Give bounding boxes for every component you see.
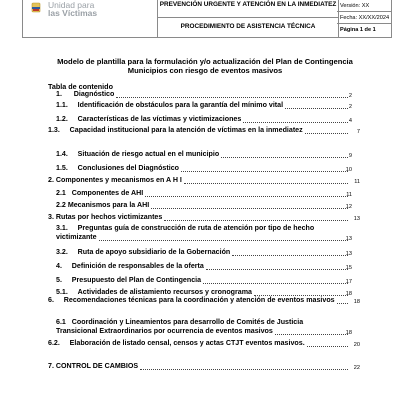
toc-leader-dots <box>164 214 348 221</box>
toc-leader-dots <box>181 165 348 172</box>
toc-page-number: 13 <box>345 251 352 257</box>
toc-page-number: 11 <box>346 192 352 198</box>
logo <box>23 0 135 37</box>
toc-page-number: 7 <box>356 129 360 135</box>
toc-entry-text: 3. Rutas por hechos victimizantes <box>48 213 163 221</box>
toc-leader-dots <box>243 116 348 123</box>
toc-entry-text: 4. Definición de responsables de la oferta <box>56 262 204 270</box>
toc-entry-text: 3.1. Preguntas guía de construcción de ruta de atención por tipo de hecho victimizante <box>56 224 315 241</box>
toc-leader-dots <box>145 190 348 197</box>
toc-entry[interactable] <box>48 213 360 222</box>
toc-entry-text: 1. Diagnóstico <box>56 90 115 98</box>
toc-entry-text: 1.5. Conclusiones del Diagnóstico <box>56 164 179 172</box>
toc-page-number: 22 <box>353 365 360 371</box>
toc-page-number: 2 <box>348 104 352 110</box>
toc-page-number: 13 <box>345 236 352 242</box>
toc-entry-text: 2.1 Componentes de AHI <box>56 189 144 197</box>
toc-entry-text: 7. CONTROL DE CAMBIOS <box>48 362 139 370</box>
toc-leader-dots <box>151 202 348 209</box>
toc-entry-text: 3.2. Ruta de apoyo subsidiario de la Gobernación <box>56 248 231 256</box>
toc-entry-text: 5. Presupuesto del Plan de Contingencia <box>56 276 202 284</box>
toc-heading: Tabla de contenido <box>48 82 113 91</box>
toc-entry-text: 1.2. Características de las víctimas y victimizaciones <box>56 115 242 123</box>
date-label: Fecha: XX/XX/2024 <box>337 12 391 24</box>
toc-leader-dots <box>307 340 348 347</box>
toc-leader-dots <box>184 177 348 184</box>
version-label: Versión: XX <box>337 0 391 12</box>
toc-page-number: 17 <box>345 279 352 285</box>
toc-leader-dots <box>221 151 348 158</box>
toc-entry[interactable] <box>48 339 360 348</box>
toc-page-number: 15 <box>345 265 352 271</box>
toc-entry[interactable] <box>48 150 352 159</box>
toc-leader-dots <box>99 234 348 241</box>
toc-page-number: 9 <box>348 153 352 159</box>
toc-entry[interactable] <box>48 189 352 198</box>
logo-line-1: Unidad para <box>48 0 95 10</box>
toc-page-number: 18 <box>345 330 352 336</box>
toc-entry[interactable] <box>48 115 352 124</box>
toc-entry-text: 6. Recomendaciones técnicas para la coordinación y atención de eventos masivos <box>48 296 335 304</box>
toc-page-number: 13 <box>353 216 360 222</box>
document-header <box>22 0 392 38</box>
toc-entry[interactable] <box>48 101 352 110</box>
toc-leader-dots <box>203 277 348 284</box>
toc-entry-text: 6.2. Elaboración de listado censal, censos y actas CTJT eventos masivos. <box>48 339 305 347</box>
toc-entry[interactable] <box>48 164 352 173</box>
toc-entry[interactable] <box>48 224 352 242</box>
header-process: PREVENCIÓN URGENTE Y ATENCIÓN EN LA INMEDIATEZ <box>158 0 338 18</box>
toc-entry-text: 2. Componentes y mecanismos en A H I <box>48 176 182 184</box>
toc-entry[interactable] <box>48 262 352 271</box>
toc-page-number: 18 <box>353 299 360 305</box>
toc-leader-dots <box>337 297 348 304</box>
toc-entry-text: 2.2 Mecanismos para la AHI <box>56 201 150 209</box>
toc-leader-dots <box>206 263 348 270</box>
toc-leader-dots <box>140 363 348 370</box>
toc-entry-text: 1.3. Capacidad institucional para la atención de víctimas en la inmediatez <box>48 126 303 134</box>
toc-entry-text: 1.4. Situación de riesgo actual en el municipio <box>56 150 220 158</box>
toc-entry-text: 5.1. Actividades de alistamiento recursos y cronograma <box>56 288 252 296</box>
toc-leader-dots <box>275 328 348 335</box>
toc-entry[interactable] <box>48 318 352 336</box>
header-procedure: PROCEDIMIENTO DE ASISTENCIA TÉCNICA <box>180 23 316 30</box>
toc-page-number: 12 <box>345 204 352 210</box>
toc-page-number: 20 <box>353 342 360 348</box>
toc-entry[interactable] <box>48 176 360 185</box>
toc-entry[interactable] <box>48 276 352 285</box>
toc-leader-dots <box>285 102 348 109</box>
toc-leader-dots <box>254 289 348 296</box>
toc-entry[interactable] <box>48 201 352 210</box>
logo-text <box>48 1 97 17</box>
toc-entry-text: 1.1. Identificación de obstáculos para la garantía del mínimo vital <box>56 101 284 109</box>
toc-entry[interactable] <box>48 362 360 371</box>
toc-entry[interactable] <box>48 248 352 257</box>
toc-page-number: 11 <box>354 179 360 185</box>
toc-leader-dots <box>305 127 348 134</box>
header-title-cell <box>157 0 339 37</box>
page-label: Página 1 de 1 <box>340 27 376 33</box>
logo-line-2: las Víctimas <box>48 8 98 18</box>
header-meta <box>337 0 391 37</box>
toc-entry[interactable] <box>48 126 360 135</box>
toc-page-number: 2 <box>348 93 352 99</box>
toc-page-number: 18 <box>345 291 352 297</box>
toc-page-number: 4 <box>348 118 352 124</box>
toc-leader-dots <box>116 91 348 98</box>
toc-entry[interactable] <box>48 296 360 305</box>
toc-page-number: 10 <box>345 167 352 173</box>
toc-leader-dots <box>232 249 348 256</box>
coat-of-arms-icon <box>31 2 41 14</box>
toc-entry-text: 6.1 Coordinación y Lineamientos para desarrollo de Comités de Justicia Transicional Extraordinarios por ocurrencia de eventos masivos <box>56 318 304 335</box>
toc-entry[interactable] <box>48 90 352 99</box>
document-title: Modelo de plantilla para la formulación y/o actualización del Plan de Contingencia Municipios con riesgo de eventos masivos <box>57 57 353 75</box>
